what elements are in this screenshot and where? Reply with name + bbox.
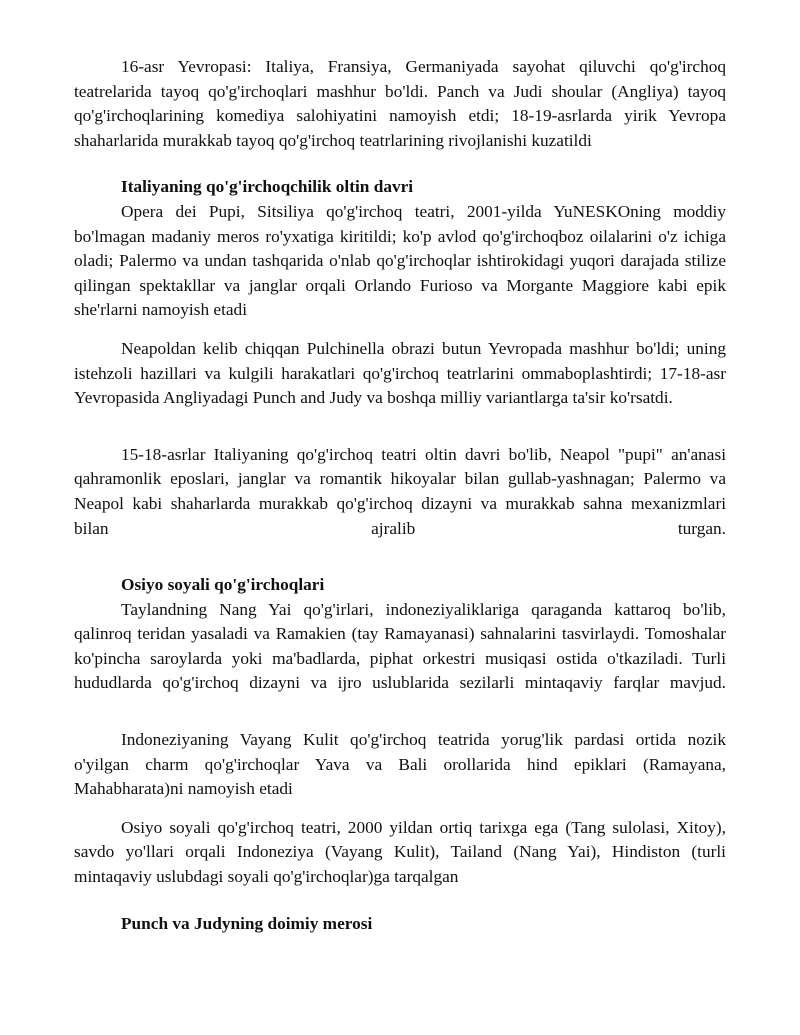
paragraph-nang-yai: Taylandning Nang Yai qo'g'irlari, indoneziyaliklariga qaraganda kattaroq bo'lib, qalinroq teridan yasaladi va Ramakien (tay Ramayanasi) sahnalarini tasvirlaydi. Tomoshalar ko'pincha saroylarda yoki ma'badlarda, piphat orkestri musiqasi ostida o'tkaziladi. Turli hududlarda qo'g'irchoq dizayni va ijro uslublarida sezilarli mintaqaviy farqlar mavjud. (74, 599, 726, 693)
paragraph-italy-golden-era: 15-18-asrlar Italiyaning qo'g'irchoq teatri oltin davri bo'lib, Neapol "pupi" an'anasi qahramonlik eposlari, janglar va romantik hikoyalar bilan gullab-yashnagan; Palermo va Neapol kabi shaharlarda murakkab qo'g'irchoq dizayni va murakkab sahna mexanizmlari bilan ajralib turgan. (74, 444, 726, 538)
paragraph-asian-shadow-theatre: Osiyo soyali qo'g'irchoq teatri, 2000 yildan ortiq tarixga ega (Tang sulolasi, Xitoy), savdo yo'llari orqali Indoneziya (Vayang Kulit), Tailand (Nang Yai), Hindiston (turli mintaqaviy uslubdagi soyali qo'g'irchoqlar)ga tarqalgan (74, 817, 726, 887)
paragraph-pulchinella: Neapoldan kelib chiqqan Pulchinella obrazi butun Yevropada mashhur bo'ldi; uning istehzoli hazillari va kulgili harakatlari qo'g'irchoq teatrlarini ommaboplashtirdi; 17-18-asr Yevropasida Angliyadagi Punch and Judy va boshqa milliy variantlarga ta'sir ko'rsatdi. (74, 338, 726, 408)
heading-asian-shadow-puppets: Osiyo soyali qo'g'irchoqlari (121, 575, 325, 595)
document-page (74, 55, 726, 936)
paragraph-opera-dei-pupi: Opera dei Pupi, Sitsiliya qo'g'irchoq teatri, 2001-yilda YuNESKOning moddiy bo'lmagan madaniy meros ro'yxatiga kiritildi; ko'p avlod qo'g'irchoqboz oilalarini o'z ichiga oladi; Palermo va undan tashqarida o'nlab qo'g'irchoqlar ishtirokidagi yuqori darajada stilize qilingan spektakllar va janglar orqali Orlando Furioso va Morgante Maggiore kabi epik she'rlarni namoyish etadi (74, 201, 726, 320)
heading-italy-golden-age: Italiyaning qo'g'irchoqchilik oltin davri (121, 177, 414, 197)
paragraph-wayang-kulit: Indoneziyaning Vayang Kulit qo'g'irchoq teatrida yorug'lik pardasi ortida nozik o'yilgan charm qo'g'irchoqlar Yava va Bali orollarida hind epiklari (Ramayana, Mahabharata)ni namoyish etadi (74, 730, 726, 799)
paragraph-europe-16th-century: 16-asr Yevropasi: Italiya, Fransiya, Germaniyada sayohat qiluvchi qo'g'irchoq teatrelarida tayoq qo'g'irchoqlari mashhur bo'ldi. Panch va Judi shoular (Angliya) tayoq qo'g'irchoqlarining komediya salohiyatini namoyish etdi; 18-19-asrlarda yirik Yevropa shaharlarida murakkab tayoq qo'g'irchoq teatrlarining rivojlanishi kuzatildi (74, 57, 726, 150)
heading-punch-judy-legacy: Punch va Judyning doimiy merosi (121, 913, 373, 933)
